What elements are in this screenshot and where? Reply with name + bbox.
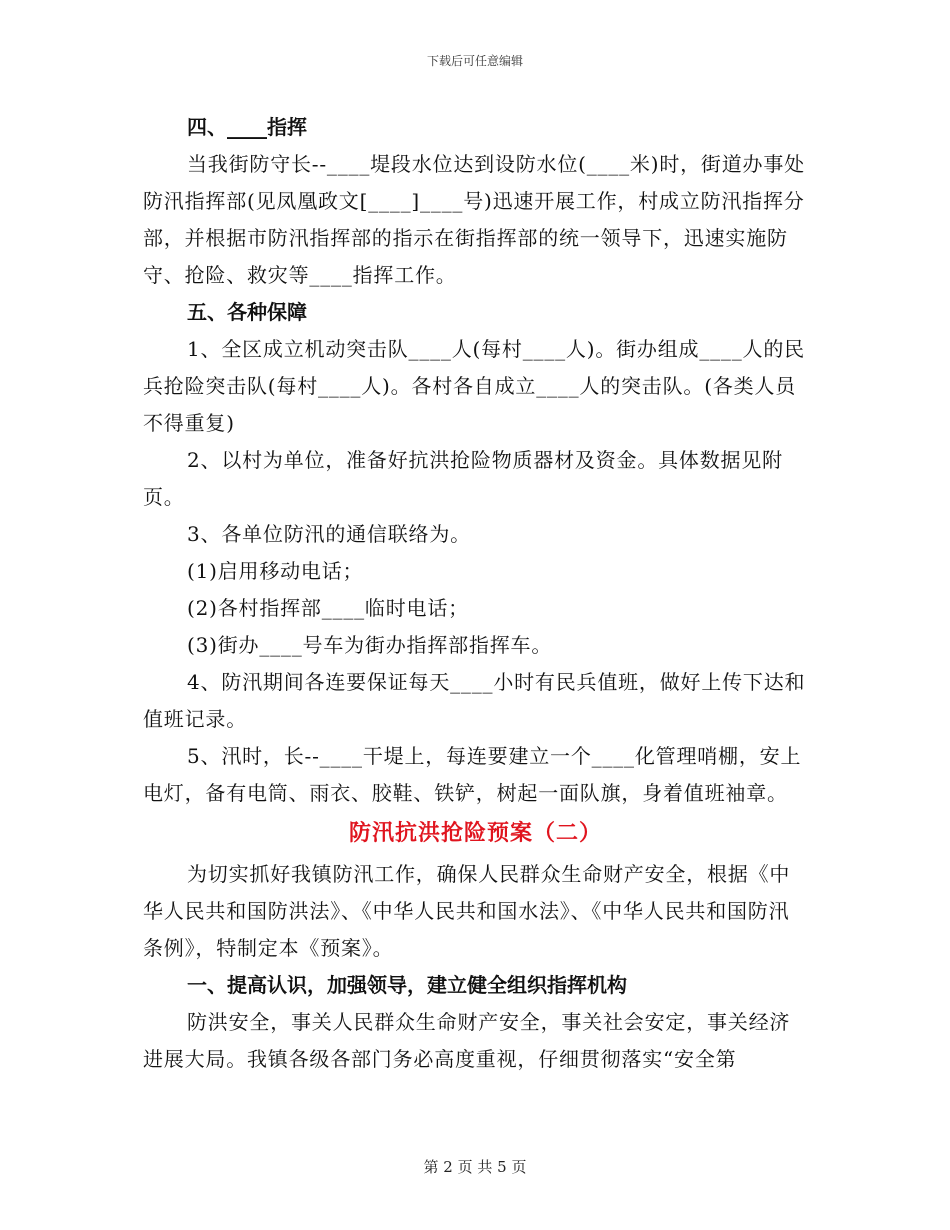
heading-guarantees: 五、各种保障 [187, 300, 307, 324]
page-header-note: 下载后可任意编辑 [426, 54, 523, 68]
paragraph-command-detail: 当我街防守长--____堤段水位达到设防水位(____米)时，街道办事处防汛指挥部(见凤凰政文[____]____号)迅速开展工作，村成立防汛指挥分部，并根据市防汛指挥部的指示在街指挥部的统一领导下，迅速实施防守、抢险、救灾等____指挥工作。 [143, 152, 805, 287]
document-body [143, 109, 808, 1078]
heading-organization: 一、提高认识，加强领导，建立健全组织指挥机构 [187, 973, 627, 997]
paragraph-comm-1: (1)启用移动电话； [187, 559, 364, 583]
paragraph-plan-intro: 为切实抓好我镇防汛工作，确保人民群众生命财产安全，根据《中华人民共和国防洪法》、《中华人民共和国水法》、《中华人民共和国防汛条例》，特制定本《预案》。 [143, 862, 791, 960]
paragraph-guarantee-3: 3、各单位防汛的通信联络为。 [187, 522, 471, 546]
paragraph-comm-2: (2)各村指挥部____临时电话； [187, 596, 469, 620]
paragraph-guarantee-4: 4、防汛期间各连要保证每天____小时有民兵值班，做好上传下达和值班记录。 [143, 670, 806, 731]
heading-command: 四、____指挥 [187, 115, 307, 139]
section-title-plan-two: 防汛抗洪抢险预案（二） [348, 821, 602, 846]
paragraph-guarantee-1: 1、全区成立机动突击队____人(每村____人)。街办组成____人的民兵抢险突击队(每村____人)。各村各自成立____人的突击队。(各类人员不得重复) [143, 337, 805, 435]
paragraph-organization: 防洪安全，事关人民群众生命财产安全，事关社会安定，事关经济进展大局。我镇各级各部门务必高度重视，仔细贯彻落实“安全第 [143, 1010, 791, 1071]
page-number-footer: 第 2 页 共 5 页 [423, 1158, 527, 1176]
paragraph-comm-3: (3)街办____号车为街办指挥部指挥车。 [187, 633, 553, 657]
paragraph-guarantee-2: 2、以村为单位，准备好抗洪抢险物质器材及资金。具体数据见附页。 [143, 448, 783, 509]
paragraph-guarantee-5: 5、汛时，长--____干堤上，每连要建立一个____化管理哨棚，安上电灯，备有电筒、雨衣、胶鞋、铁铲，树起一面队旗，身着值班袖章。 [143, 744, 802, 805]
